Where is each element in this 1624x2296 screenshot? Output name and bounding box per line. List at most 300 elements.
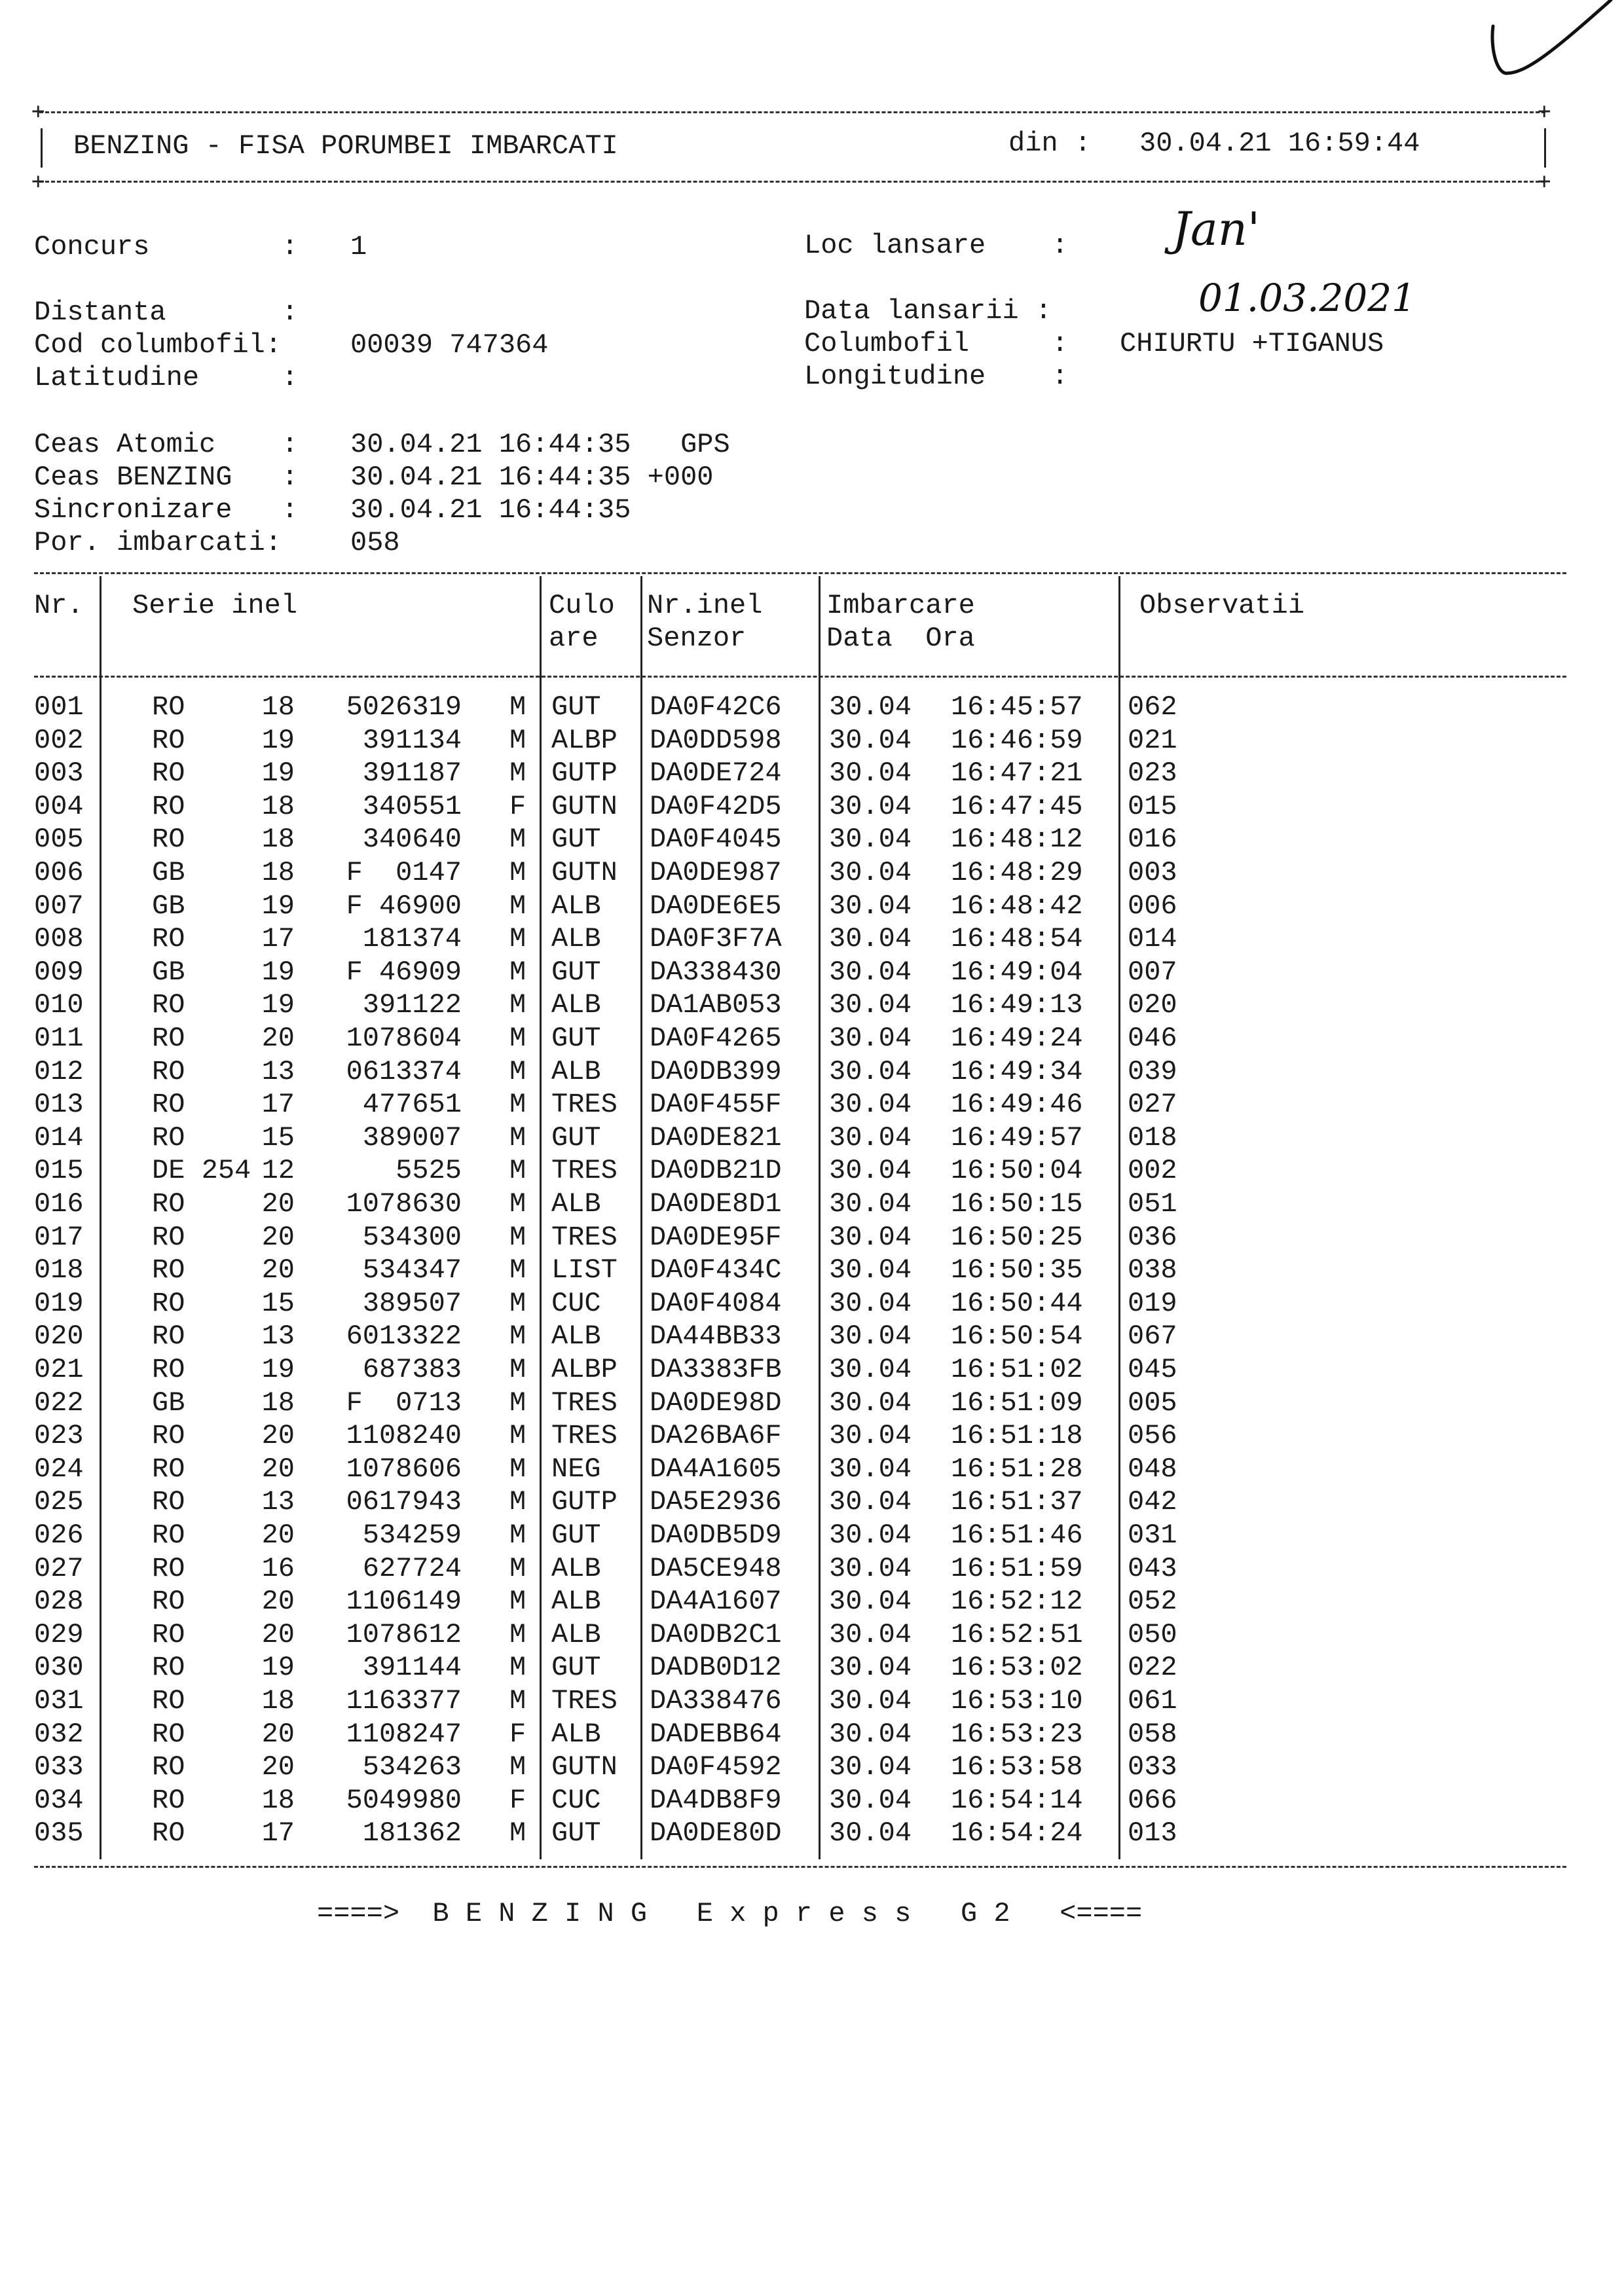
cell-color: GUTN bbox=[551, 857, 618, 888]
cell-ring: 1078630 bbox=[346, 1188, 462, 1220]
cod-columbofil-value: 00039 747364 bbox=[350, 329, 549, 361]
cell-country: DE 254 bbox=[152, 1155, 251, 1187]
cell-time: 16:51:18 bbox=[951, 1420, 1083, 1452]
col-divider bbox=[540, 576, 542, 1859]
por-imbarcati-value: 058 bbox=[350, 527, 400, 558]
cell-ring: 5525 bbox=[396, 1155, 462, 1187]
cell-sensor: DA338476 bbox=[650, 1685, 782, 1717]
cell-time: 16:48:29 bbox=[951, 857, 1083, 888]
cell-sex: F bbox=[509, 1718, 526, 1750]
cell-ring: 0613374 bbox=[346, 1055, 462, 1087]
cell-color: CUC bbox=[551, 1784, 601, 1816]
cell-sensor: DA0F4592 bbox=[650, 1751, 782, 1783]
cell-country: RO bbox=[152, 1221, 185, 1253]
cell-sex: M bbox=[509, 1321, 526, 1353]
cell-obs: 050 bbox=[1128, 1618, 1177, 1650]
cell-country: RO bbox=[152, 757, 185, 790]
table-header-separator bbox=[34, 676, 1566, 678]
cell-date: 30.04 bbox=[829, 1121, 912, 1154]
cell-color: GUT bbox=[551, 824, 601, 856]
cell-sex: M bbox=[509, 923, 526, 955]
cell-color: NEG bbox=[551, 1453, 601, 1485]
cell-obs: 042 bbox=[1128, 1486, 1177, 1518]
cell-nr: 028 bbox=[34, 1586, 84, 1618]
cell-date: 30.04 bbox=[829, 989, 912, 1021]
columbofil-value: CHIURTU +TIGANUS bbox=[1120, 328, 1384, 359]
cell-ring: F 46900 bbox=[346, 890, 462, 922]
cell-sensor: DA0DE95F bbox=[650, 1221, 782, 1253]
cell-nr: 012 bbox=[34, 1055, 84, 1087]
cell-time: 16:53:23 bbox=[951, 1718, 1083, 1750]
cell-nr: 034 bbox=[34, 1784, 84, 1816]
cell-time: 16:46:59 bbox=[951, 724, 1083, 756]
cell-year: 20 bbox=[261, 1751, 295, 1783]
cell-date: 30.04 bbox=[829, 956, 912, 988]
cell-sex: M bbox=[509, 1089, 526, 1121]
cell-year: 20 bbox=[261, 1618, 295, 1650]
cell-year: 18 bbox=[261, 1685, 295, 1717]
cell-nr: 014 bbox=[34, 1121, 84, 1154]
cell-sex: M bbox=[509, 824, 526, 856]
cell-color: ALB bbox=[551, 1552, 601, 1584]
col-header-imbarcare: Imbarcare bbox=[826, 590, 975, 621]
cell-time: 16:49:46 bbox=[951, 1089, 1083, 1121]
cell-date: 30.04 bbox=[829, 1221, 912, 1253]
cell-year: 20 bbox=[261, 1520, 295, 1551]
cell-date: 30.04 bbox=[829, 1486, 912, 1518]
cell-ring: 1078604 bbox=[346, 1023, 462, 1054]
cell-country: RO bbox=[152, 1055, 185, 1087]
cell-sensor: DA5CE948 bbox=[650, 1552, 782, 1584]
cell-sex: M bbox=[509, 1685, 526, 1717]
cell-ring: 5049980 bbox=[346, 1784, 462, 1816]
cell-date: 30.04 bbox=[829, 1652, 912, 1684]
cell-nr: 008 bbox=[34, 923, 84, 955]
cell-nr: 011 bbox=[34, 1023, 84, 1054]
cell-sex: M bbox=[509, 1751, 526, 1783]
cell-color: LIST bbox=[551, 1254, 618, 1286]
cell-nr: 035 bbox=[34, 1817, 84, 1850]
cell-sensor: DA3383FB bbox=[650, 1354, 782, 1385]
cell-color: GUT bbox=[551, 1817, 601, 1850]
cell-color: ALB bbox=[551, 890, 601, 922]
cell-sex: M bbox=[509, 1055, 526, 1087]
cell-ring: 391144 bbox=[346, 1652, 462, 1684]
cell-obs: 045 bbox=[1128, 1354, 1177, 1385]
cell-country: RO bbox=[152, 1817, 185, 1850]
cell-obs: 002 bbox=[1128, 1155, 1177, 1187]
cell-obs: 023 bbox=[1128, 757, 1177, 790]
cell-ring: 340551 bbox=[346, 790, 462, 822]
cell-year: 15 bbox=[261, 1121, 295, 1154]
cell-color: TRES bbox=[551, 1221, 618, 1253]
cell-date: 30.04 bbox=[829, 1618, 912, 1650]
cell-country: RO bbox=[152, 1486, 185, 1518]
cell-color: TRES bbox=[551, 1387, 618, 1419]
cell-year: 17 bbox=[261, 1817, 295, 1850]
cell-nr: 026 bbox=[34, 1520, 84, 1551]
cell-color: TRES bbox=[551, 1420, 618, 1452]
ceas-benzing-value: 30.04.21 16:44:35 +000 bbox=[350, 462, 714, 493]
cell-sensor: DA44BB33 bbox=[650, 1321, 782, 1353]
cell-ring: 1078612 bbox=[346, 1618, 462, 1650]
cell-date: 30.04 bbox=[829, 1254, 912, 1286]
cell-country: RO bbox=[152, 1420, 185, 1452]
col-header-senzor: Senzor bbox=[647, 623, 747, 654]
ceas-atomic-value: 30.04.21 16:44:35 GPS bbox=[350, 429, 730, 460]
cell-nr: 024 bbox=[34, 1453, 84, 1485]
cell-color: ALB bbox=[551, 1718, 601, 1750]
cell-sensor: DA5E2936 bbox=[650, 1486, 782, 1518]
cell-color: CUC bbox=[551, 1287, 601, 1319]
cell-ring: 627724 bbox=[346, 1552, 462, 1584]
cell-year: 19 bbox=[261, 989, 295, 1021]
cell-nr: 019 bbox=[34, 1287, 84, 1319]
sincronizare-value: 30.04.21 16:44:35 bbox=[350, 494, 631, 526]
cell-color: GUTP bbox=[551, 757, 618, 790]
cell-obs: 033 bbox=[1128, 1751, 1177, 1783]
cell-country: RO bbox=[152, 1784, 185, 1816]
cell-sex: M bbox=[509, 1221, 526, 1253]
cell-time: 16:51:59 bbox=[951, 1552, 1083, 1584]
cell-sensor: DA0DE821 bbox=[650, 1121, 782, 1154]
cell-sex: M bbox=[509, 1188, 526, 1220]
cell-color: ALB bbox=[551, 1188, 601, 1220]
cell-nr: 022 bbox=[34, 1387, 84, 1419]
cell-time: 16:50:25 bbox=[951, 1221, 1083, 1253]
cell-nr: 005 bbox=[34, 824, 84, 856]
cell-time: 16:51:37 bbox=[951, 1486, 1083, 1518]
cell-time: 16:51:46 bbox=[951, 1520, 1083, 1551]
cell-color: ALBP bbox=[551, 1354, 618, 1385]
cell-date: 30.04 bbox=[829, 757, 912, 790]
columbofil-label: Columbofil : bbox=[804, 328, 1069, 359]
cell-ring: 1108240 bbox=[346, 1420, 462, 1452]
table-bottom-border bbox=[34, 1866, 1566, 1868]
cell-obs: 056 bbox=[1128, 1420, 1177, 1452]
cell-sensor: DA0F42D5 bbox=[650, 790, 782, 822]
cell-sensor: DA0DB21D bbox=[650, 1155, 782, 1187]
cell-time: 16:49:04 bbox=[951, 956, 1083, 988]
cell-sex: F bbox=[509, 1784, 526, 1816]
cell-sensor: DA1AB053 bbox=[650, 989, 782, 1021]
col-header-culoare-2: are bbox=[549, 623, 599, 654]
cell-nr: 021 bbox=[34, 1354, 84, 1385]
cell-ring: 181374 bbox=[346, 923, 462, 955]
cell-color: ALB bbox=[551, 1586, 601, 1618]
por-imbarcati-label: Por. imbarcati: bbox=[34, 527, 282, 558]
cell-color: ALB bbox=[551, 989, 601, 1021]
cell-year: 18 bbox=[261, 691, 295, 723]
cell-country: RO bbox=[152, 1718, 185, 1750]
cell-year: 18 bbox=[261, 857, 295, 888]
cell-nr: 029 bbox=[34, 1618, 84, 1650]
cell-sex: M bbox=[509, 691, 526, 723]
header-corner: + bbox=[31, 98, 45, 124]
cell-time: 16:53:10 bbox=[951, 1685, 1083, 1717]
cell-ring: 391122 bbox=[346, 989, 462, 1021]
cell-sensor: DA0DE987 bbox=[650, 857, 782, 888]
cell-date: 30.04 bbox=[829, 1685, 912, 1717]
cell-date: 30.04 bbox=[829, 1453, 912, 1485]
cell-country: GB bbox=[152, 956, 185, 988]
cell-obs: 005 bbox=[1128, 1387, 1177, 1419]
cell-obs: 067 bbox=[1128, 1321, 1177, 1353]
cell-country: RO bbox=[152, 1121, 185, 1154]
cell-obs: 022 bbox=[1128, 1652, 1177, 1684]
ceas-atomic-label: Ceas Atomic : bbox=[34, 429, 299, 460]
cell-year: 18 bbox=[261, 1784, 295, 1816]
cell-ring: 534259 bbox=[346, 1520, 462, 1551]
header-right-border bbox=[1544, 128, 1546, 168]
cell-sensor: DA26BA6F bbox=[650, 1420, 782, 1452]
cell-year: 20 bbox=[261, 1254, 295, 1286]
cell-sex: M bbox=[509, 1354, 526, 1385]
cell-sensor: DA4A1605 bbox=[650, 1453, 782, 1485]
latitudine-label: Latitudine : bbox=[34, 362, 299, 393]
cell-nr: 010 bbox=[34, 989, 84, 1021]
cell-country: RO bbox=[152, 1089, 185, 1121]
data-lansarii-label: Data lansarii : bbox=[804, 295, 1052, 327]
cell-sensor: DA0F42C6 bbox=[650, 691, 782, 723]
cell-nr: 027 bbox=[34, 1552, 84, 1584]
cell-time: 16:52:51 bbox=[951, 1618, 1083, 1650]
cell-date: 30.04 bbox=[829, 890, 912, 922]
cell-sensor: DA0DB5D9 bbox=[650, 1520, 782, 1551]
cell-sex: M bbox=[509, 956, 526, 988]
cell-year: 18 bbox=[261, 1387, 295, 1419]
cell-date: 30.04 bbox=[829, 1586, 912, 1618]
cell-ring: F 46909 bbox=[346, 956, 462, 988]
cell-sensor: DA0F3F7A bbox=[650, 923, 782, 955]
cell-sex: M bbox=[509, 1420, 526, 1452]
cell-ring: 534347 bbox=[346, 1254, 462, 1286]
cell-date: 30.04 bbox=[829, 1817, 912, 1850]
longitudine-label: Longitudine : bbox=[804, 361, 1069, 392]
cell-sex: M bbox=[509, 1453, 526, 1485]
cell-year: 18 bbox=[261, 790, 295, 822]
col-divider bbox=[100, 576, 101, 1859]
cell-nr: 023 bbox=[34, 1420, 84, 1452]
cell-date: 30.04 bbox=[829, 1784, 912, 1816]
cell-year: 15 bbox=[261, 1287, 295, 1319]
cell-obs: 013 bbox=[1128, 1817, 1177, 1850]
cell-color: ALB bbox=[551, 1055, 601, 1087]
cell-nr: 004 bbox=[34, 790, 84, 822]
cell-time: 16:50:54 bbox=[951, 1321, 1083, 1353]
cell-sensor: DA0DD598 bbox=[650, 724, 782, 756]
cell-time: 16:52:12 bbox=[951, 1586, 1083, 1618]
cell-country: RO bbox=[152, 1652, 185, 1684]
cell-country: RO bbox=[152, 790, 185, 822]
cell-time: 16:54:14 bbox=[951, 1784, 1083, 1816]
cell-sex: M bbox=[509, 1652, 526, 1684]
cell-country: RO bbox=[152, 1586, 185, 1618]
cell-year: 18 bbox=[261, 824, 295, 856]
cell-country: RO bbox=[152, 724, 185, 756]
cell-year: 13 bbox=[261, 1321, 295, 1353]
cell-country: RO bbox=[152, 989, 185, 1021]
cell-obs: 015 bbox=[1128, 790, 1177, 822]
cell-ring: 391134 bbox=[346, 724, 462, 756]
cell-nr: 003 bbox=[34, 757, 84, 790]
cell-sex: M bbox=[509, 757, 526, 790]
cell-sensor: DA0DE6E5 bbox=[650, 890, 782, 922]
cell-obs: 038 bbox=[1128, 1254, 1177, 1286]
cell-time: 16:48:54 bbox=[951, 923, 1083, 955]
cell-time: 16:49:34 bbox=[951, 1055, 1083, 1087]
cell-time: 16:50:44 bbox=[951, 1287, 1083, 1319]
cell-country: RO bbox=[152, 1188, 185, 1220]
header-corner: + bbox=[1538, 98, 1551, 124]
cell-time: 16:48:42 bbox=[951, 890, 1083, 922]
cell-ring: 389507 bbox=[346, 1287, 462, 1319]
cell-ring: 340640 bbox=[346, 824, 462, 856]
cell-date: 30.04 bbox=[829, 1055, 912, 1087]
header-corner: + bbox=[31, 168, 45, 194]
cell-year: 19 bbox=[261, 890, 295, 922]
cell-color: TRES bbox=[551, 1685, 618, 1717]
cell-country: RO bbox=[152, 1618, 185, 1650]
cell-country: GB bbox=[152, 1387, 185, 1419]
cell-color: GUT bbox=[551, 1023, 601, 1054]
cell-time: 16:50:15 bbox=[951, 1188, 1083, 1220]
col-header-nr: Nr. bbox=[34, 590, 84, 621]
header-top-border bbox=[39, 111, 1545, 113]
cell-sex: M bbox=[509, 1287, 526, 1319]
cell-country: RO bbox=[152, 824, 185, 856]
cell-obs: 066 bbox=[1128, 1784, 1177, 1816]
cell-year: 20 bbox=[261, 1221, 295, 1253]
cell-year: 13 bbox=[261, 1055, 295, 1087]
col-divider bbox=[819, 576, 821, 1859]
header-left-border bbox=[41, 128, 43, 168]
cell-date: 30.04 bbox=[829, 1287, 912, 1319]
cell-year: 20 bbox=[261, 1188, 295, 1220]
table-top-border bbox=[34, 572, 1566, 574]
cell-sensor: DA0F434C bbox=[650, 1254, 782, 1286]
cell-ring: 534263 bbox=[346, 1751, 462, 1783]
cell-nr: 031 bbox=[34, 1685, 84, 1717]
cell-nr: 032 bbox=[34, 1718, 84, 1750]
cell-country: RO bbox=[152, 1287, 185, 1319]
cell-color: ALB bbox=[551, 1321, 601, 1353]
cell-ring: F 0147 bbox=[346, 857, 462, 888]
cell-sensor: DA0DE8D1 bbox=[650, 1188, 782, 1220]
col-divider bbox=[640, 576, 642, 1859]
header-bottom-border bbox=[39, 181, 1545, 183]
cell-nr: 033 bbox=[34, 1751, 84, 1783]
cell-country: RO bbox=[152, 1254, 185, 1286]
cell-date: 30.04 bbox=[829, 1520, 912, 1551]
cell-time: 16:51:02 bbox=[951, 1354, 1083, 1385]
cell-year: 19 bbox=[261, 757, 295, 790]
cell-year: 20 bbox=[261, 1453, 295, 1485]
cell-date: 30.04 bbox=[829, 1718, 912, 1750]
cell-country: RO bbox=[152, 923, 185, 955]
cell-ring: 534300 bbox=[346, 1221, 462, 1253]
cell-sex: M bbox=[509, 857, 526, 888]
cell-obs: 006 bbox=[1128, 890, 1177, 922]
cell-year: 20 bbox=[261, 1023, 295, 1054]
cell-sensor: DA338430 bbox=[650, 956, 782, 988]
col-header-culoare: Culo bbox=[549, 590, 615, 621]
cell-color: ALB bbox=[551, 923, 601, 955]
cell-nr: 030 bbox=[34, 1652, 84, 1684]
cell-year: 17 bbox=[261, 1089, 295, 1121]
cell-ring: 389007 bbox=[346, 1121, 462, 1154]
cell-obs: 052 bbox=[1128, 1586, 1177, 1618]
cell-sex: M bbox=[509, 1586, 526, 1618]
cell-sex: M bbox=[509, 1155, 526, 1187]
cell-year: 20 bbox=[261, 1420, 295, 1452]
page-title: BENZING - FISA PORUMBEI IMBARCATI bbox=[73, 130, 618, 162]
cell-sex: M bbox=[509, 1023, 526, 1054]
cell-nr: 015 bbox=[34, 1155, 84, 1187]
cell-time: 16:50:35 bbox=[951, 1254, 1083, 1286]
cell-time: 16:45:57 bbox=[951, 691, 1083, 723]
cell-obs: 019 bbox=[1128, 1287, 1177, 1319]
cell-color: TRES bbox=[551, 1089, 618, 1121]
cell-nr: 013 bbox=[34, 1089, 84, 1121]
cell-date: 30.04 bbox=[829, 1387, 912, 1419]
cell-obs: 021 bbox=[1128, 724, 1177, 756]
cell-obs: 027 bbox=[1128, 1089, 1177, 1121]
loc-lansare-value: Jan' bbox=[1172, 202, 1261, 256]
distanta-label: Distanta : bbox=[34, 297, 299, 328]
cell-ring: 1163377 bbox=[346, 1685, 462, 1717]
cell-date: 30.04 bbox=[829, 691, 912, 723]
print-date-label: din : bbox=[1008, 128, 1092, 159]
concurs-label: Concurs : bbox=[34, 231, 299, 263]
cell-obs: 046 bbox=[1128, 1023, 1177, 1054]
cell-obs: 062 bbox=[1128, 691, 1177, 723]
col-divider bbox=[1118, 576, 1120, 1859]
cell-date: 30.04 bbox=[829, 1089, 912, 1121]
cell-ring: 687383 bbox=[346, 1354, 462, 1385]
cell-nr: 017 bbox=[34, 1221, 84, 1253]
cell-sensor: DA0F4045 bbox=[650, 824, 782, 856]
cell-year: 19 bbox=[261, 956, 295, 988]
cell-color: GUTN bbox=[551, 1751, 618, 1783]
cell-date: 30.04 bbox=[829, 1155, 912, 1187]
col-header-nr-inel: Nr.inel bbox=[647, 590, 763, 621]
cell-nr: 025 bbox=[34, 1486, 84, 1518]
cell-date: 30.04 bbox=[829, 857, 912, 888]
cell-time: 16:49:24 bbox=[951, 1023, 1083, 1054]
cell-country: RO bbox=[152, 1552, 185, 1584]
cell-obs: 039 bbox=[1128, 1055, 1177, 1087]
cell-country: RO bbox=[152, 1751, 185, 1783]
cell-sex: M bbox=[509, 989, 526, 1021]
sincronizare-label: Sincronizare : bbox=[34, 494, 299, 526]
cell-nr: 002 bbox=[34, 724, 84, 756]
cell-country: GB bbox=[152, 890, 185, 922]
cell-date: 30.04 bbox=[829, 1552, 912, 1584]
cell-ring: 1108247 bbox=[346, 1718, 462, 1750]
cell-country: RO bbox=[152, 1354, 185, 1385]
cell-time: 16:54:24 bbox=[951, 1817, 1083, 1850]
cell-obs: 007 bbox=[1128, 956, 1177, 988]
header-corner: + bbox=[1538, 168, 1551, 194]
cell-nr: 009 bbox=[34, 956, 84, 988]
col-header-observatii: Observatii bbox=[1139, 590, 1305, 621]
cell-sex: M bbox=[509, 1552, 526, 1584]
cell-sensor: DA4DB8F9 bbox=[650, 1784, 782, 1816]
cell-obs: 043 bbox=[1128, 1552, 1177, 1584]
cell-ring: 1106149 bbox=[346, 1586, 462, 1618]
cell-sex: M bbox=[509, 1387, 526, 1419]
